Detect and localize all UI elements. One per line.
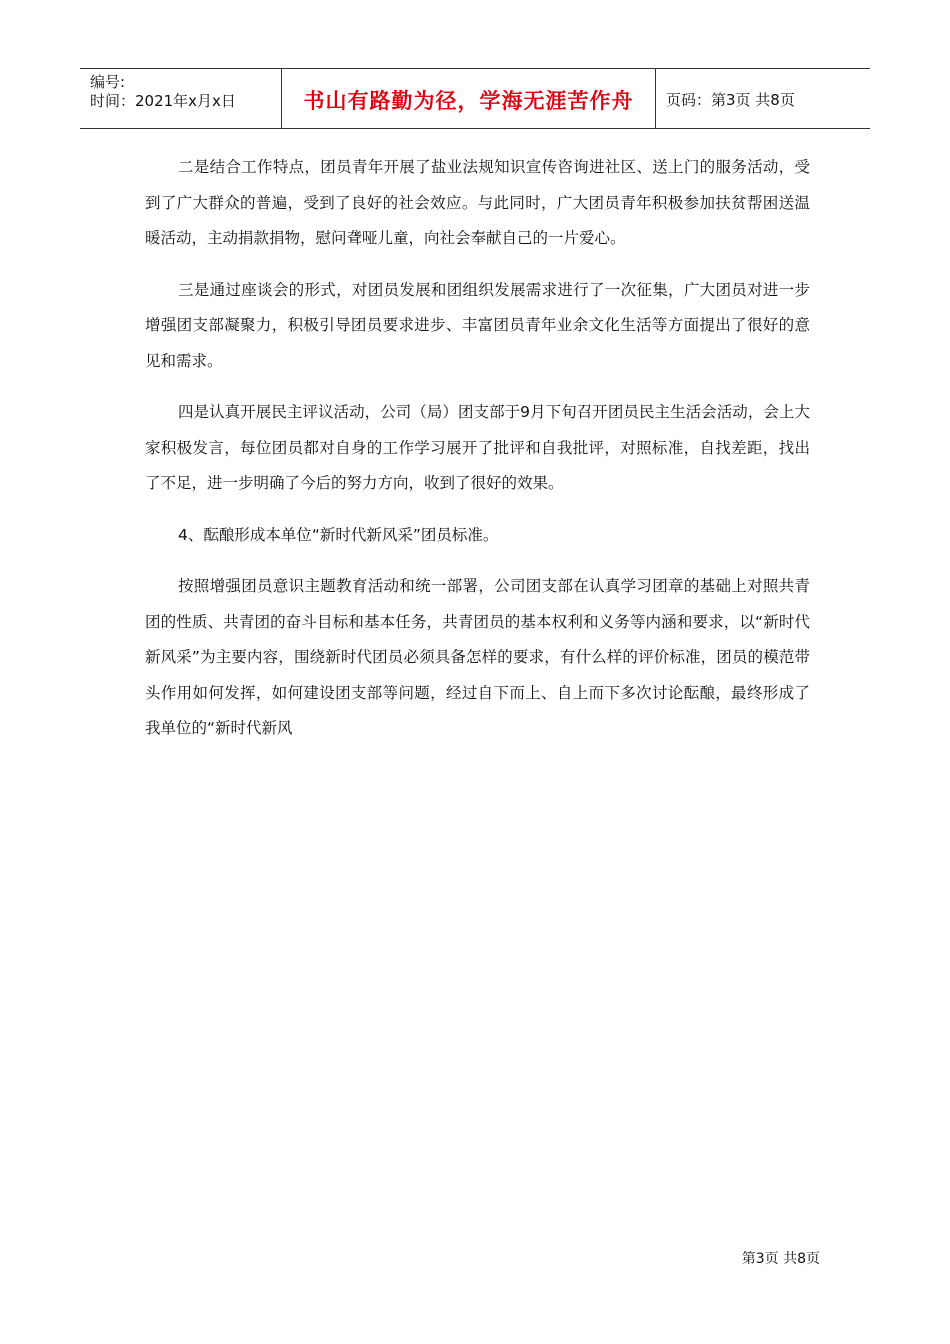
time-label: 时间：2021年x月x日 (90, 92, 236, 110)
motto-text: 书山有路勤为径，学海无涯苦作舟 (303, 88, 634, 113)
paragraph: 二是结合工作特点，团员青年开展了盐业法规知识宣传咨询进社区、送上门的服务活动，受到了广大群众的普遍，受到了良好的社会效应。与此同时，广大团员青年积极参加扶贫帮困送温暖活动，主动捐款捐物，慰问聋哑儿童，向社会奉献自己的一片爱心。 (145, 158, 810, 247)
header-page-cell (656, 69, 870, 128)
header-page-label: 页码：第3页 共8页 (666, 91, 795, 109)
page-footer: 第3页 共8页 (741, 1251, 820, 1267)
paragraph: 三是通过座谈会的形式，对团员发展和团组织发展需求进行了一次征集，广大团员对进一步增强团支部凝聚力，积极引导团员要求进步、丰富团员青年业余文化生活等方面提出了很好的意见和需求。 (145, 280, 810, 370)
document-body (145, 150, 810, 763)
paragraph: 按照增强团员意识主题教育活动和统一部署，公司团支部在认真学习团章的基础上对照共青团的性质、共青团的奋斗目标和基本任务，共青团员的基本权利和义务等内涵和要求，以“新时代新风采”为主要内容，围绕新时代团员必须具备怎样的要求，有什么样的评价标准，团员的模范带头作用如何发挥，如何建设团支部等问题，经过自下而上、自上而下多次讨论酝酿，最终形成了我单位的“新时代新风 (145, 577, 810, 737)
paragraph: 四是认真开展民主评议活动，公司（局）团支部于9月下旬召开团员民主生活会活动，会上大家积极发言，每位团员都对自身的工作学习展开了批评和自我批评，对照标准，自找差距，找出了不足，进一步明确了今后的努力方向，收到了很好的效果。 (145, 403, 810, 492)
section-heading: 4、酝酿形成本单位“新时代新风采”团员标准。 (178, 525, 499, 544)
header-meta-cell (80, 69, 282, 128)
serial-label: 编号: (90, 73, 126, 91)
page-header (80, 68, 870, 129)
header-motto-cell (282, 69, 656, 128)
